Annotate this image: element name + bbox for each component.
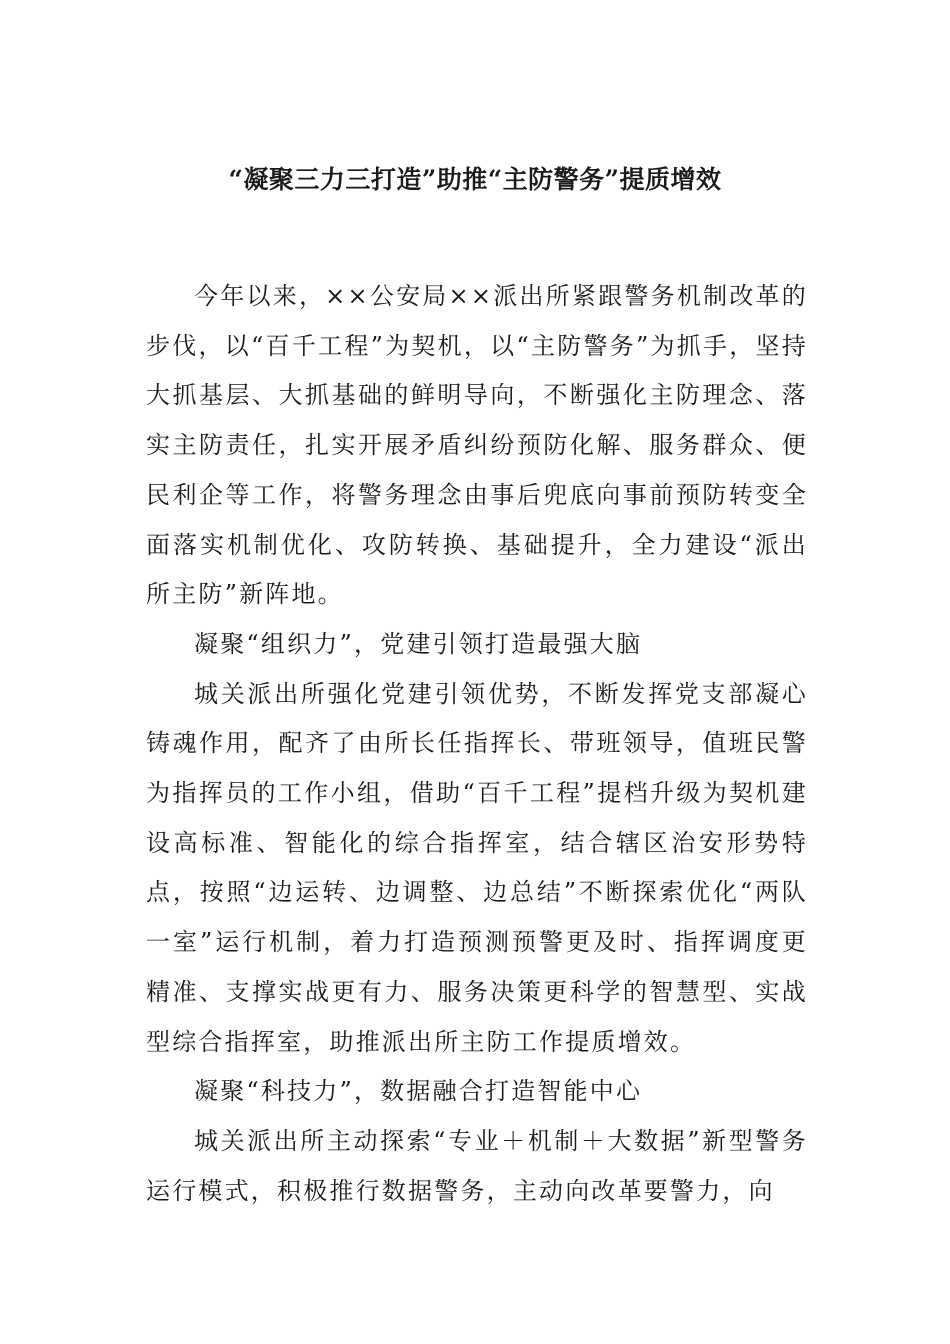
document-title: “凝聚三力三打造”助推“主防警务”提质增效 [228,165,722,194]
section-heading-technology: 凝聚“科技力”，数据融合打造智能中心 [194,1077,643,1106]
organization-paragraph: 城关派出所强化党建引领优势，不断发挥党支部凝心铸魂作用，配齐了由所长任指挥长、带班领导，值班民警为指挥员的工作小组，借助“百千工程”提档升级为契机建设高标准、智能化的综合指挥室，结合辖区治安形势特点，按照“边运转、边调整、边总结”不断探索优化“两队一室”运行机制，着力打造预测预警更及时、指挥调度更精准、支撑实战更有力、服务决策更科学的智慧型、实战型综合指挥室，助推派出所主防工作提质增效。 [146,679,808,1056]
intro-paragraph: 今年以来，××公安局××派出所紧跟警务机制改革的步伐，以“百千工程”为契机，以“主防警务”为抓手，坚持大抓基层、大抓基础的鲜明导向，不断强化主防理念、落实主防责任，扎实开展矛盾纠纷预防化解、服务群众、便民利企等工作，将警务理念由事后兜底向事前预防转变全面落实机制优化、攻防转换、基础提升，全力建设“派出所主防”新阵地。 [146,282,808,609]
document-body [146,272,808,1216]
technology-paragraph: 城关派出所主动探索“专业＋机制＋大数据”新型警务运行模式，积极推行数据警务，主动向改革要警力，向 [146,1126,808,1205]
section-heading-organization: 凝聚“组织力”，党建引领打造最强大脑 [194,629,643,658]
